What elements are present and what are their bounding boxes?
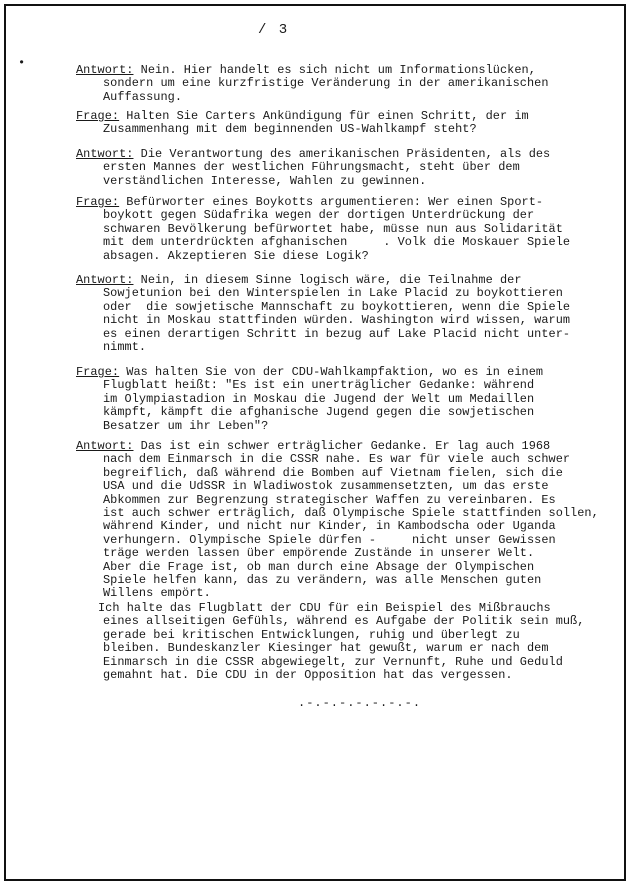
- block-line-text: Was halten Sie von der CDU-Wahlkampfaktion, wo es in einem: [119, 365, 544, 379]
- block-line: oder die sowjetische Mannschaft zu boykottieren, wenn die Spiele: [103, 299, 571, 314]
- block-line: nimmt.: [103, 340, 147, 355]
- separator-line: .-.-.-.-.-.-.-.: [298, 696, 422, 710]
- block-line: Auffassung.: [103, 89, 183, 104]
- block-line: sondern um eine kurzfristige Veränderung in der amerikanischen: [103, 76, 549, 91]
- block-line: nicht in Moskau stattfinden würden. Washington wird wissen, warum: [103, 313, 571, 328]
- page-number: / 3: [258, 22, 290, 38]
- block-line: mit dem unterdrückten afghanischen . Volk die Moskauer Spiele: [103, 235, 571, 250]
- block-line: nach dem Einmarsch in die CSSR nahe. Es war für viele auch schwer: [103, 452, 571, 467]
- block-line: ist auch schwer erträglich, daß Olympische Spiele stattfinden sollen,: [103, 506, 599, 521]
- block-line: Besatzer um ihr Leben"?: [103, 418, 269, 433]
- block-line-text: Nein. Hier handelt es sich nicht um Informationslücken,: [133, 63, 536, 77]
- block-first-line: [76, 366, 596, 379]
- block-line-text: Das ist ein schwer erträglicher Gedanke. Er lag auch 1968: [133, 439, 551, 453]
- block-line: Flugblatt heißt: "Es ist ein unerträglicher Gedanke: während: [103, 378, 535, 393]
- question-label: Frage:: [76, 365, 120, 379]
- answer-label: Antwort:: [76, 273, 134, 287]
- block-line-text: Nein, in diesem Sinne logisch wäre, die Teilnahme der: [133, 273, 522, 287]
- block-first-line: [76, 64, 596, 77]
- block-line: es einen derartigen Schritt in bezug auf Lake Placid nicht unter-: [103, 326, 571, 341]
- margin-mark: •: [18, 56, 26, 70]
- block-line: USA und die UdSSR in Wladiwostok zusammensetzten, um das erste: [103, 479, 549, 494]
- closing-line: gemahnt hat. Die CDU in der Opposition hat das vergessen.: [103, 668, 513, 683]
- closing-line: bleiben. Bundeskanzler Kiesinger hat gewußt, warum er nach dem: [103, 641, 549, 656]
- block-line: während Kinder, und nicht nur Kinder, in Kambodscha oder Uganda: [103, 519, 556, 534]
- block-line: absagen. Akzeptieren Sie diese Logik?: [103, 248, 369, 263]
- question-label: Frage:: [76, 109, 120, 123]
- block-line: Abkommen zur Begrenzung strategischer Waffen zu vereinbaren. Es: [103, 492, 556, 507]
- closing-line: eines allseitigen Gefühls, während es Aufgabe der Politik sein muß,: [103, 614, 585, 629]
- answer-block-3: [76, 274, 596, 354]
- block-line: ersten Mannes der westlichen Führungsmacht, steht über dem: [103, 160, 520, 175]
- question-block-2: [76, 196, 596, 263]
- answer-label: Antwort:: [76, 439, 134, 453]
- block-line: schwaren Bevölkerung befürwortet habe, müsse nun aus Solidarität: [103, 221, 563, 236]
- block-line: boykott gegen Südafrika wegen der dortigen Unterdrückung der: [103, 208, 535, 223]
- block-line-text: Die Verantwortung des amerikanischen Präsidenten, als des: [133, 147, 551, 161]
- answer-block-1: [76, 64, 596, 104]
- block-first-line: [76, 440, 596, 453]
- block-line: Sowjetunion bei den Winterspielen in Lake Placid zu boykottieren: [103, 286, 563, 301]
- block-line: kämpft, kämpft die afghanische Jugend gegen die sowjetischen: [103, 405, 535, 420]
- block-line: begreiflich, daß während die Bomben auf Vietnam fielen, sich die: [103, 465, 563, 480]
- block-first-line: [76, 148, 596, 161]
- block-first-line: [76, 110, 596, 123]
- block-line: im Olympiastadion in Moskau die Jugend der Welt um Medaillen: [103, 391, 535, 406]
- block-line: Zusammenhang mit dem beginnenden US-Wahlkampf steht?: [103, 122, 477, 137]
- closing-line: Ich halte das Flugblatt der CDU für ein Beispiel des Mißbrauchs: [98, 601, 551, 615]
- block-line: verständlichen Interesse, Wahlen zu gewinnen.: [103, 173, 427, 188]
- block-line: Aber die Frage ist, ob man durch eine Absage der Olympischen: [103, 559, 535, 574]
- question-block-1: [76, 110, 596, 137]
- block-first-line: [76, 274, 596, 287]
- answer-block-4: [76, 439, 599, 601]
- closing-line: Einmarsch in die CSSR abgewiegelt, zur Vernunft, Ruhe und Geduld: [103, 654, 563, 669]
- question-block-3: [76, 366, 596, 433]
- block-line-text: Befürworter eines Boykotts argumentieren: Wer einen Sport-: [119, 195, 544, 209]
- closing-paragraph: [76, 602, 596, 682]
- block-first-line: [76, 196, 596, 209]
- answer-block-2: [76, 148, 596, 188]
- block-line-text: Halten Sie Carters Ankündigung für einen Schritt, der im: [119, 109, 529, 123]
- closing-line: gerade bei kritischen Entwicklungen, ruhig und überlegt zu: [103, 627, 520, 642]
- block-line: träge werden lassen über empörende Zustände in unserer Welt.: [103, 546, 535, 561]
- block-line: verhungern. Olympische Spiele dürfen - nicht unser Gewissen: [103, 532, 556, 547]
- block-line: Willens empört.: [103, 586, 211, 601]
- question-label: Frage:: [76, 195, 120, 209]
- answer-label: Antwort:: [76, 147, 134, 161]
- answer-label: Antwort:: [76, 63, 134, 77]
- block-line: Spiele helfen kann, das zu verändern, was alle Menschen guten: [103, 573, 542, 588]
